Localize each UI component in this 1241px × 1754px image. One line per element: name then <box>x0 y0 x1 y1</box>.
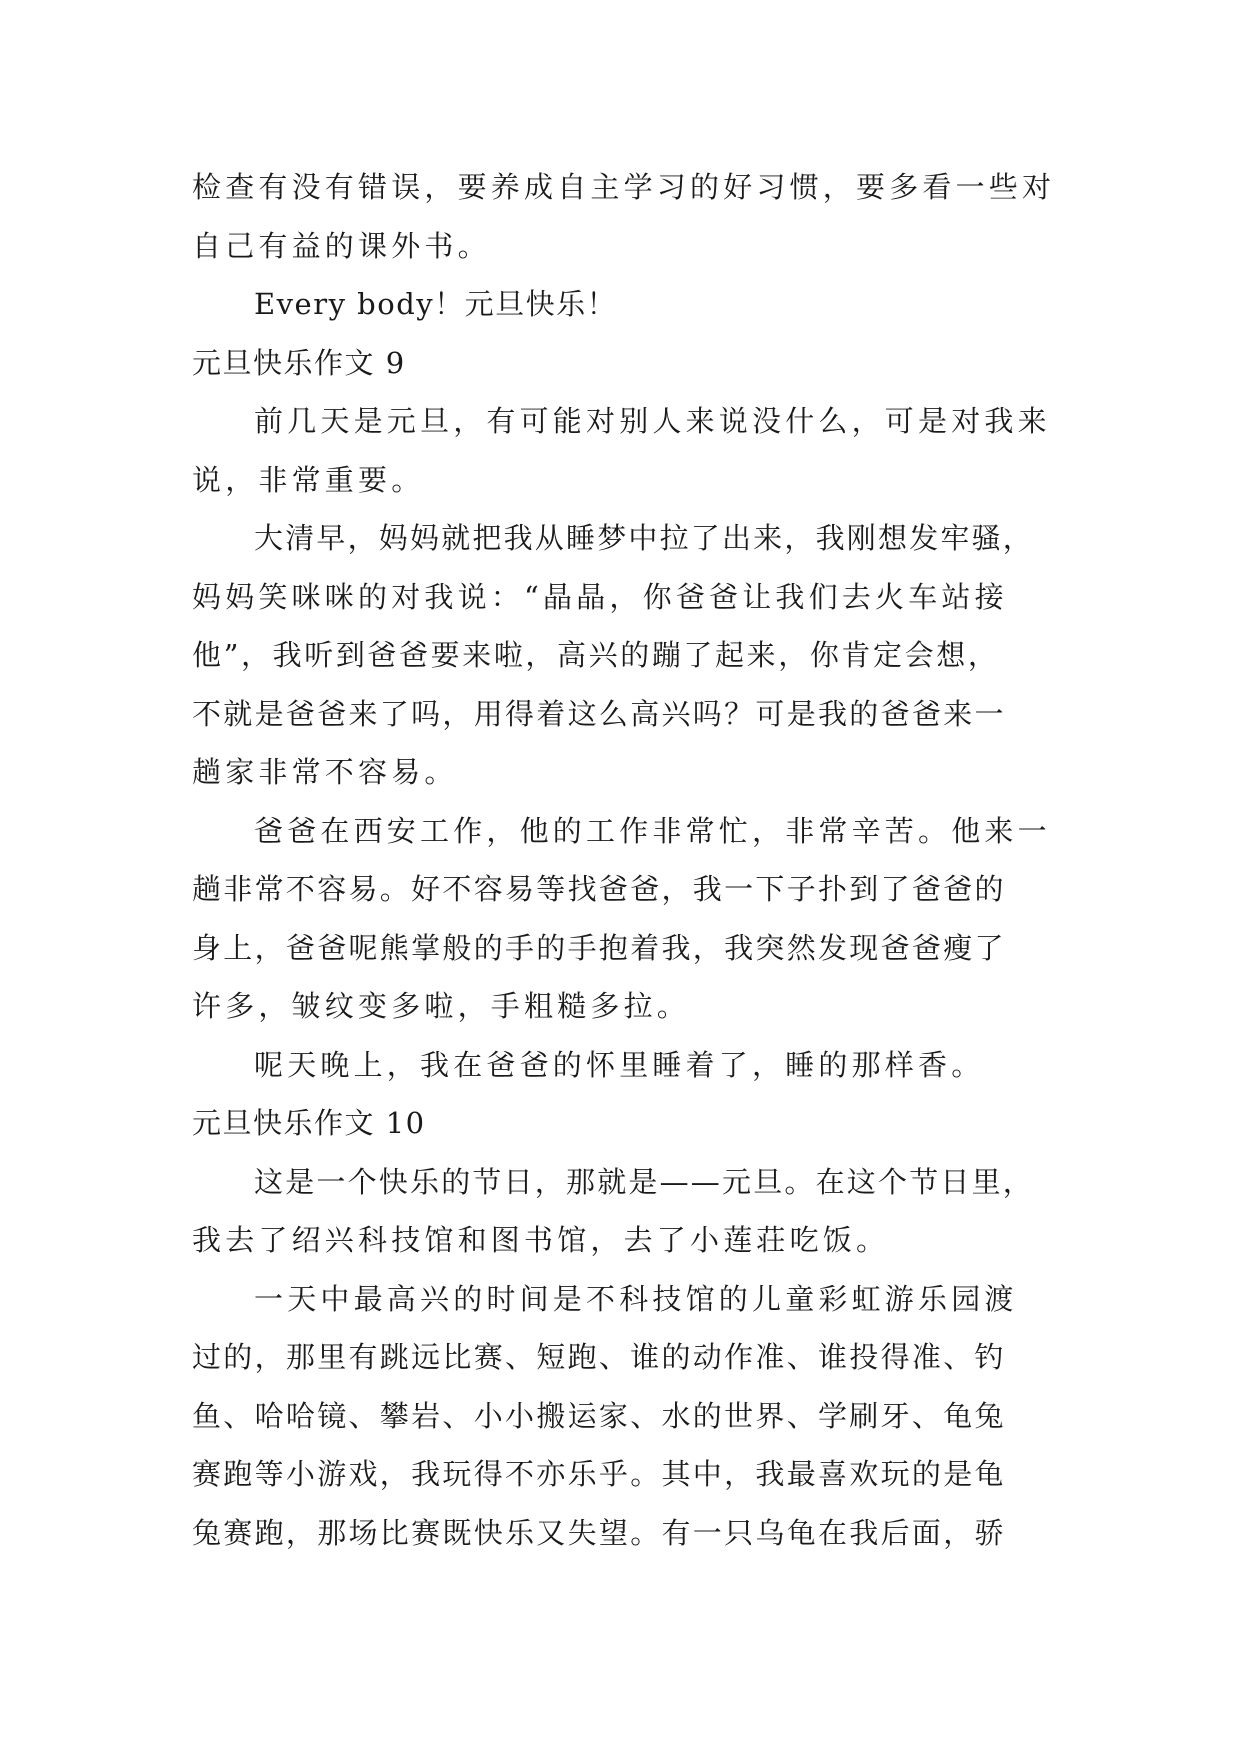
text-line: 过的，那里有跳远比赛、短跑、谁的动作准、谁投得准、钓 <box>192 1340 1006 1374</box>
section-heading: 元旦快乐作文 9 <box>192 345 406 380</box>
text-line: 他”，我听到爸爸要来啦，高兴的蹦了起来，你肯定会想， <box>192 638 1000 672</box>
text-line: 前几天是元旦，有可能对别人来说没什么，可是对我来 <box>254 404 1051 438</box>
text-line: 呢天晚上，我在爸爸的怀里睡着了，睡的那样香。 <box>254 1047 985 1082</box>
text-line: 趟非常不容易。好不容易等找爸爸，我一下子扑到了爸爸的 <box>192 872 1006 906</box>
text-line: 爸爸在西安工作，他的工作非常忙，非常辛苦。他来一 <box>254 813 1051 848</box>
text-line: 检查有没有错误，要养成自主学习的好习惯，要多看一些对 <box>192 170 1056 204</box>
text-line: 这是一个快乐的节日，那就是——元旦。在这个节日里， <box>254 1164 1035 1199</box>
text-line: Every body！元旦快乐！ <box>254 287 618 321</box>
document-page <box>192 158 1056 1562</box>
text-line: 大清早，妈妈就把我从睡梦中拉了出来，我刚想发牢骚， <box>254 521 1035 555</box>
text-line: 自己有益的课外书。 <box>192 228 491 263</box>
text-line: 我去了绍兴科技馆和图书馆，去了小莲荘吃饭。 <box>192 1223 890 1257</box>
text-line: 妈妈笑咪咪的对我说：“晶晶，你爸爸让我们去火车站接 <box>192 579 1008 614</box>
text-line: 身上，爸爸呢熊掌般的手的手抱着我，我突然发现爸爸瘦了 <box>192 930 1006 965</box>
text-line: 鱼、哈哈镜、攀岩、小小搬运家、水的世界、学刷牙、龟兔 <box>192 1398 1006 1433</box>
text-line: 兔赛跑，那场比赛既快乐又失望。有一只乌龟在我后面，骄 <box>192 1515 1006 1550</box>
text-line: 一天中最高兴的时间是不科技馆的儿童彩虹游乐园渡 <box>254 1281 1018 1316</box>
text-line: 趟家非常不容易。 <box>192 755 458 789</box>
text-line: 不就是爸爸来了吗，用得着这么高兴吗？可是我的爸爸来一 <box>192 696 1006 731</box>
text-line: 说，非常重要。 <box>192 462 425 497</box>
section-heading: 元旦快乐作文 10 <box>192 1106 426 1140</box>
text-line: 赛跑等小游戏，我玩得不亦乐乎。其中，我最喜欢玩的是龟 <box>192 1457 1006 1491</box>
text-line: 许多，皱纹变多啦，手粗糙多拉。 <box>192 989 691 1023</box>
